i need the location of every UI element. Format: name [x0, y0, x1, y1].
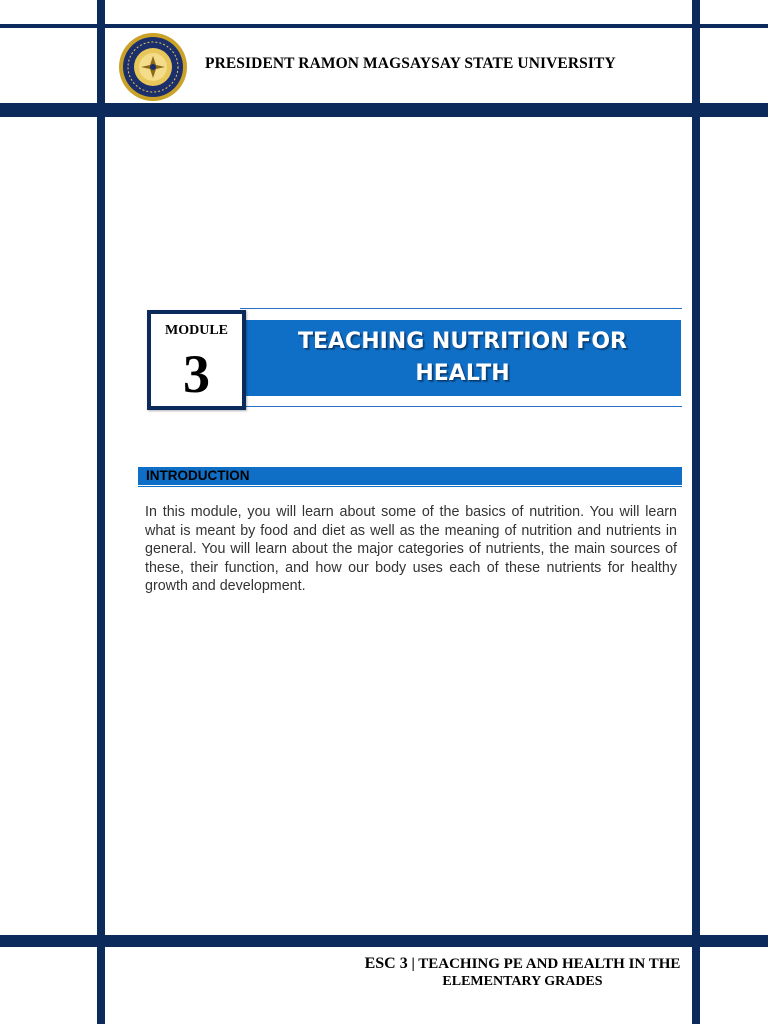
page-footer: [330, 955, 715, 991]
module-number: 3: [183, 344, 210, 404]
module-title-line2: HEALTH: [415, 361, 510, 386]
left-border-rule: [97, 0, 105, 1024]
section-heading-bar: [138, 467, 682, 485]
title-rule-bottom: [240, 406, 682, 407]
bottom-thick-rule: [0, 935, 768, 947]
right-border-rule: [692, 0, 700, 1024]
university-seal-icon: [118, 32, 188, 102]
course-code: ESC 3: [364, 955, 408, 972]
top-thin-rule: [0, 24, 768, 28]
introduction-paragraph: In this module, you will learn about some of the basics of nutrition. You will learn what is meant by food and diet as well as the meaning of nutrition and nutrients in general. You will learn about the major categories of nutrients, the main sources of these, their function, and how our body uses each of these nutrients for healthy growth and development.: [145, 504, 677, 594]
section-heading: INTRODUCTION: [146, 468, 250, 483]
section-heading-rule: [138, 486, 682, 487]
top-thick-rule: [0, 103, 768, 117]
module-number-box: [147, 310, 246, 410]
module-label: MODULE: [165, 323, 228, 338]
module-title-line1: TEACHING NUTRITION FOR: [298, 329, 627, 354]
module-title-band: [244, 320, 681, 396]
university-name: PRESIDENT RAMON MAGSAYSAY STATE UNIVERSITY: [205, 55, 616, 72]
title-rule-top: [240, 308, 682, 309]
course-title-line2: ELEMENTARY GRADES: [442, 974, 603, 989]
footer-line1: [330, 955, 715, 973]
course-title-line1: | TEACHING PE AND HEALTH IN THE: [411, 956, 681, 972]
